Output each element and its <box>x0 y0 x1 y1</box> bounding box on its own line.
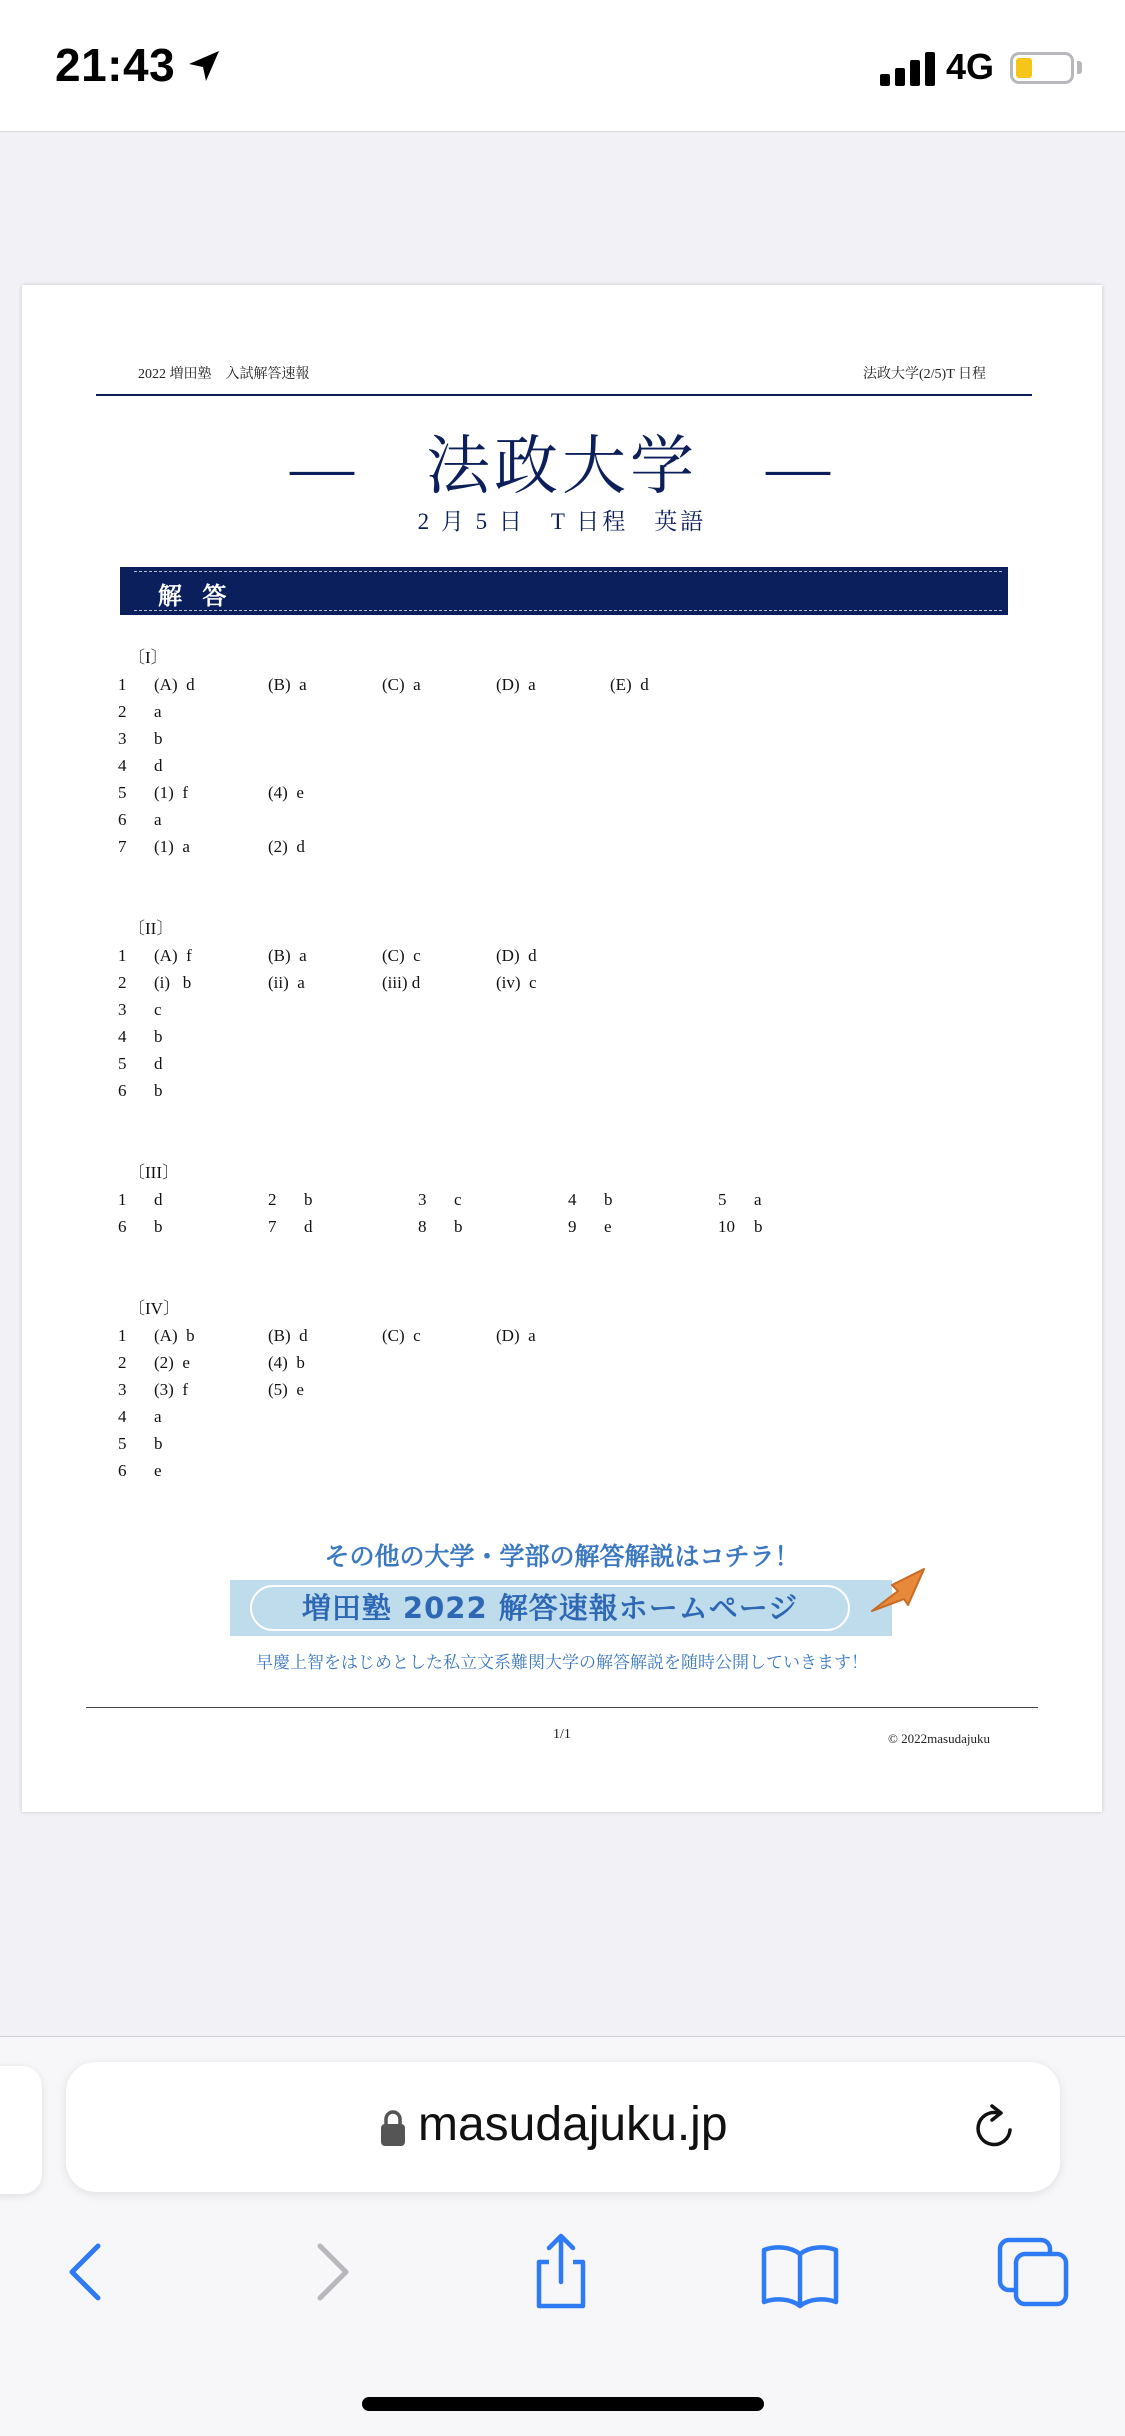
section-label: 〔I〕 <box>128 648 168 667</box>
section-label: 〔IV〕 <box>128 1299 180 1318</box>
answer-row <box>118 833 958 860</box>
question-number: 2 <box>118 1353 127 1372</box>
answer-cell: (3) f <box>154 1380 188 1399</box>
question-number: 3 <box>118 1000 127 1019</box>
answer-row <box>118 1457 958 1484</box>
answer-cell: (A) b <box>154 1326 195 1345</box>
answer-cell: (A) d <box>154 675 195 694</box>
question-number: 2 <box>268 1190 277 1209</box>
doc-header-left: 2022 増田塾 入試解答速報 <box>138 367 310 382</box>
forward-chevron-icon[interactable] <box>290 2232 370 2312</box>
signal-bars-icon <box>880 50 936 86</box>
banner-main-text: 増田塾 2022 解答速報ホームページ <box>301 1591 799 1625</box>
answer-bar-dash-top <box>134 571 1002 572</box>
answer-cell: (D) a <box>496 1326 536 1345</box>
question-number: 4 <box>118 756 127 775</box>
question-number: 1 <box>118 946 127 965</box>
question-number: 3 <box>118 1380 127 1399</box>
answer-cell: b <box>604 1190 613 1209</box>
answer-cell: c <box>454 1190 462 1209</box>
location-arrow-icon <box>186 48 222 84</box>
question-number: 1 <box>118 675 127 694</box>
question-number: 5 <box>118 1054 127 1073</box>
answer-cell: a <box>154 1407 162 1426</box>
answer-row <box>118 1403 958 1430</box>
answer-row <box>118 942 958 969</box>
answer-cell: (1) a <box>154 837 190 856</box>
question-number: 6 <box>118 1081 127 1100</box>
answer-cell: (ii) a <box>268 973 305 992</box>
answer-row <box>118 1077 958 1104</box>
answer-cell: a <box>154 702 162 721</box>
battery-cap <box>1077 61 1082 74</box>
answer-cell: (B) d <box>268 1326 308 1345</box>
status-bar <box>0 0 1125 132</box>
answer-cell: (5) e <box>268 1380 304 1399</box>
section-label: 〔III〕 <box>128 1163 179 1182</box>
answer-cell: (1) f <box>154 783 188 802</box>
answer-row <box>118 779 958 806</box>
section-label: 〔II〕 <box>128 919 174 938</box>
question-number: 2 <box>118 702 127 721</box>
question-number: 1 <box>118 1326 127 1345</box>
back-chevron-icon[interactable] <box>48 2232 128 2312</box>
answer-heading: 解 答 <box>158 582 233 610</box>
answer-row <box>118 806 958 833</box>
question-number: 5 <box>118 783 127 802</box>
answer-cell: b <box>304 1190 313 1209</box>
answer-cell: (4) b <box>268 1353 305 1372</box>
footer-rule <box>86 1707 1038 1708</box>
answer-list <box>118 645 958 1540</box>
question-number: 3 <box>418 1190 427 1209</box>
answer-row <box>118 1050 958 1077</box>
answer-cell: b <box>154 1027 163 1046</box>
doc-header-right: 法政大学(2/5)T 日程 <box>862 367 986 382</box>
answer-row <box>118 1376 958 1403</box>
banner-top-text[interactable]: その他の大学・学部の解答解説はコチラ！ <box>324 1542 800 1571</box>
answer-cell: d <box>154 1190 163 1209</box>
question-number: 10 <box>718 1217 735 1236</box>
question-number: 9 <box>568 1217 577 1236</box>
question-number: 6 <box>118 1461 127 1480</box>
answer-row <box>118 1322 958 1349</box>
answer-cell: b <box>754 1217 763 1236</box>
question-number: 4 <box>118 1407 127 1426</box>
answer-section <box>118 1160 958 1240</box>
answer-cell: a <box>154 810 162 829</box>
answer-cell: (2) d <box>268 837 305 856</box>
url-text: masudajuku.jp <box>418 2098 728 2151</box>
question-number: 1 <box>118 1190 127 1209</box>
answer-cell: (iv) c <box>496 973 537 992</box>
answer-cell: (D) d <box>496 946 537 965</box>
address-bar[interactable] <box>66 2062 1060 2192</box>
answer-bar-dash-bottom <box>134 610 1002 611</box>
bookmarks-book-icon[interactable] <box>760 2232 840 2312</box>
answer-cell: a <box>754 1190 762 1209</box>
question-number: 5 <box>718 1190 727 1209</box>
question-number: 4 <box>118 1027 127 1046</box>
answer-cell: (B) a <box>268 946 307 965</box>
answer-row <box>118 698 958 725</box>
answer-cell: d <box>154 756 163 775</box>
answer-row <box>118 969 958 996</box>
answer-row <box>118 725 958 752</box>
status-time: 21:43 <box>55 39 176 91</box>
answer-cell: b <box>154 1434 163 1453</box>
network-type: 4G <box>946 46 995 87</box>
answer-cell: d <box>154 1054 163 1073</box>
lock-icon <box>379 2108 407 2148</box>
question-number: 3 <box>118 729 127 748</box>
pdf-page[interactable] <box>22 285 1102 1812</box>
arrow-pointer-icon <box>868 1565 928 1615</box>
answer-row <box>118 1023 958 1050</box>
question-number: 7 <box>268 1217 277 1236</box>
home-indicator <box>362 2397 764 2411</box>
header-rule <box>96 394 1032 396</box>
reload-icon[interactable] <box>968 2102 1020 2154</box>
answer-cell: b <box>154 1217 163 1236</box>
question-number: 5 <box>118 1434 127 1453</box>
answer-cell: (4) e <box>268 783 304 802</box>
copyright: © 2022masudajuku <box>888 1731 990 1746</box>
question-number: 4 <box>568 1190 577 1209</box>
doc-subtitle: 2 月 5 日 T 日程 英語 <box>417 509 707 534</box>
previous-tab-preview[interactable] <box>0 2066 42 2194</box>
answer-cell: (B) a <box>268 675 307 694</box>
answer-row <box>118 1213 958 1240</box>
doc-title: ― 法政大学 ― <box>290 431 834 502</box>
tabs-icon[interactable] <box>994 2232 1074 2312</box>
answer-cell: b <box>454 1217 463 1236</box>
answer-cell: (2) e <box>154 1353 190 1372</box>
question-number: 2 <box>118 973 127 992</box>
answer-cell: (E) d <box>610 675 649 694</box>
browser-toolbar <box>0 2232 1125 2322</box>
share-icon[interactable] <box>521 2232 601 2312</box>
answer-cell: b <box>154 729 163 748</box>
answer-row <box>118 1186 958 1213</box>
answer-cell: (C) c <box>382 946 421 965</box>
answer-row <box>118 1349 958 1376</box>
question-number: 7 <box>118 837 127 856</box>
answer-section <box>118 1296 958 1484</box>
answer-row <box>118 671 958 698</box>
answer-cell: (C) c <box>382 1326 421 1345</box>
question-number: 8 <box>418 1217 427 1236</box>
answer-cell: (i) b <box>154 973 192 992</box>
answer-cell: (A) f <box>154 946 192 965</box>
battery-level <box>1016 58 1032 78</box>
answer-cell: b <box>154 1081 163 1100</box>
answer-cell: (C) a <box>382 675 421 694</box>
answer-cell: e <box>604 1217 612 1236</box>
page-number: 1/1 <box>553 1727 571 1742</box>
answer-row <box>118 1430 958 1457</box>
answer-section <box>118 645 958 860</box>
answer-section <box>118 916 958 1104</box>
answer-heading-bar <box>120 567 1008 615</box>
answer-row <box>118 752 958 779</box>
banner-link[interactable] <box>230 1580 892 1636</box>
answer-cell: d <box>304 1217 313 1236</box>
battery-icon <box>1010 52 1074 84</box>
banner-sub-text: 早慶上智をはじめとした私立文系難関大学の解答解説を随時公開していきます！ <box>256 1653 868 1673</box>
answer-row <box>118 996 958 1023</box>
question-number: 6 <box>118 810 127 829</box>
answer-cell: (iii) d <box>382 973 421 992</box>
answer-cell: (D) a <box>496 675 536 694</box>
answer-cell: e <box>154 1461 162 1480</box>
answer-cell: c <box>154 1000 162 1019</box>
question-number: 6 <box>118 1217 127 1236</box>
